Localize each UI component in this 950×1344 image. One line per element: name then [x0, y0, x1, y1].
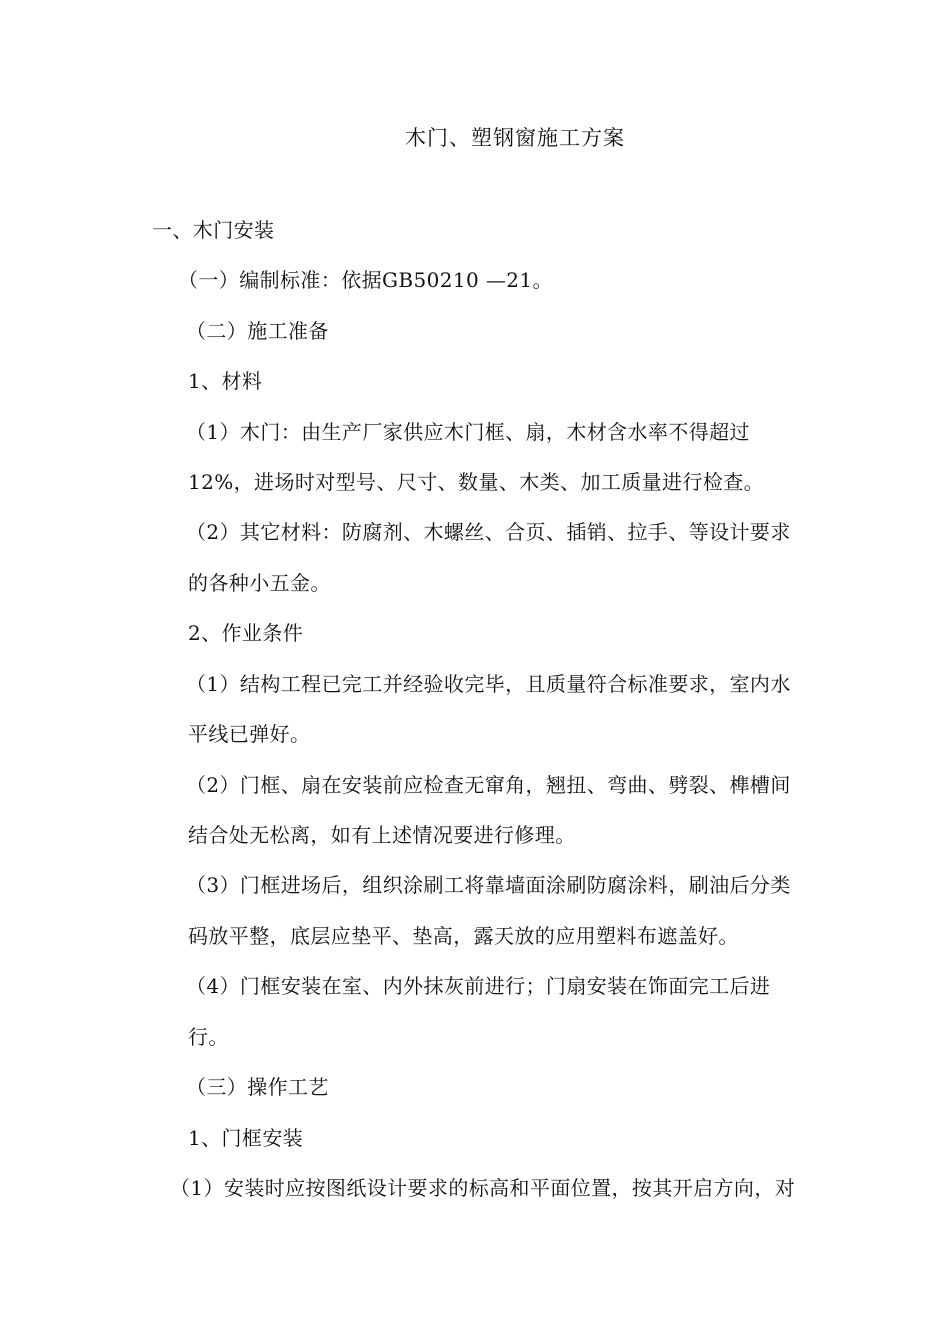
- paragraph-line: 行。: [188, 1025, 229, 1049]
- paragraph-line: （1）结构工程已完工并经验收完毕，且质量符合标准要求，室内水: [186, 672, 791, 696]
- paragraph-line: （2）其它材料：防腐剂、木螺丝、合页、插销、拉手、等设计要求: [186, 520, 791, 544]
- paragraph-line: （4）门框安装在室、内外抹灰前进行；门扇安装在饰面完工后进: [186, 974, 771, 998]
- heading-item-frame-install: 1、门框安装: [188, 1126, 304, 1150]
- paragraph-line: （1）安装时应按图纸设计要求的标高和平面位置，按其开启方向，对: [170, 1176, 796, 1200]
- heading-section-1: 一、木门安装: [152, 218, 275, 242]
- paragraph-line: 平线已弹好。: [188, 722, 311, 746]
- paragraph-line: 结合处无松离，如有上述情况要进行修理。: [188, 823, 576, 847]
- paragraph-line: （3）门框进场后，组织涂刷工将靠墙面涂刷防腐涂料，刷油后分类: [186, 873, 791, 897]
- paragraph-line: 码放平整，底层应垫平、垫高，露天放的应用塑料布遮盖好。: [188, 924, 739, 948]
- paragraph-line: 的各种小五金。: [188, 571, 331, 595]
- heading-subsection-2: （二）施工准备: [186, 319, 329, 343]
- paragraph-line: （2）门框、扇在安装前应检查无窜角，翘扭、弯曲、劈裂、榫槽间: [186, 773, 791, 797]
- paragraph-line: 12%，进场时对型号、尺寸、数量、木类、加工质量进行检查。: [188, 470, 765, 494]
- heading-item-materials: 1、材料: [188, 369, 263, 393]
- paragraph-line: （1）木门：由生产厂家供应木门框、扇，木材含水率不得超过: [186, 420, 750, 444]
- heading-item-conditions: 2、作业条件: [188, 621, 304, 645]
- document-title: 木门、塑钢窗施工方案: [405, 126, 625, 150]
- heading-subsection-3: （三）操作工艺: [186, 1075, 329, 1099]
- paragraph-line: （一）编制标准：依据GB50210 —21。: [178, 268, 553, 292]
